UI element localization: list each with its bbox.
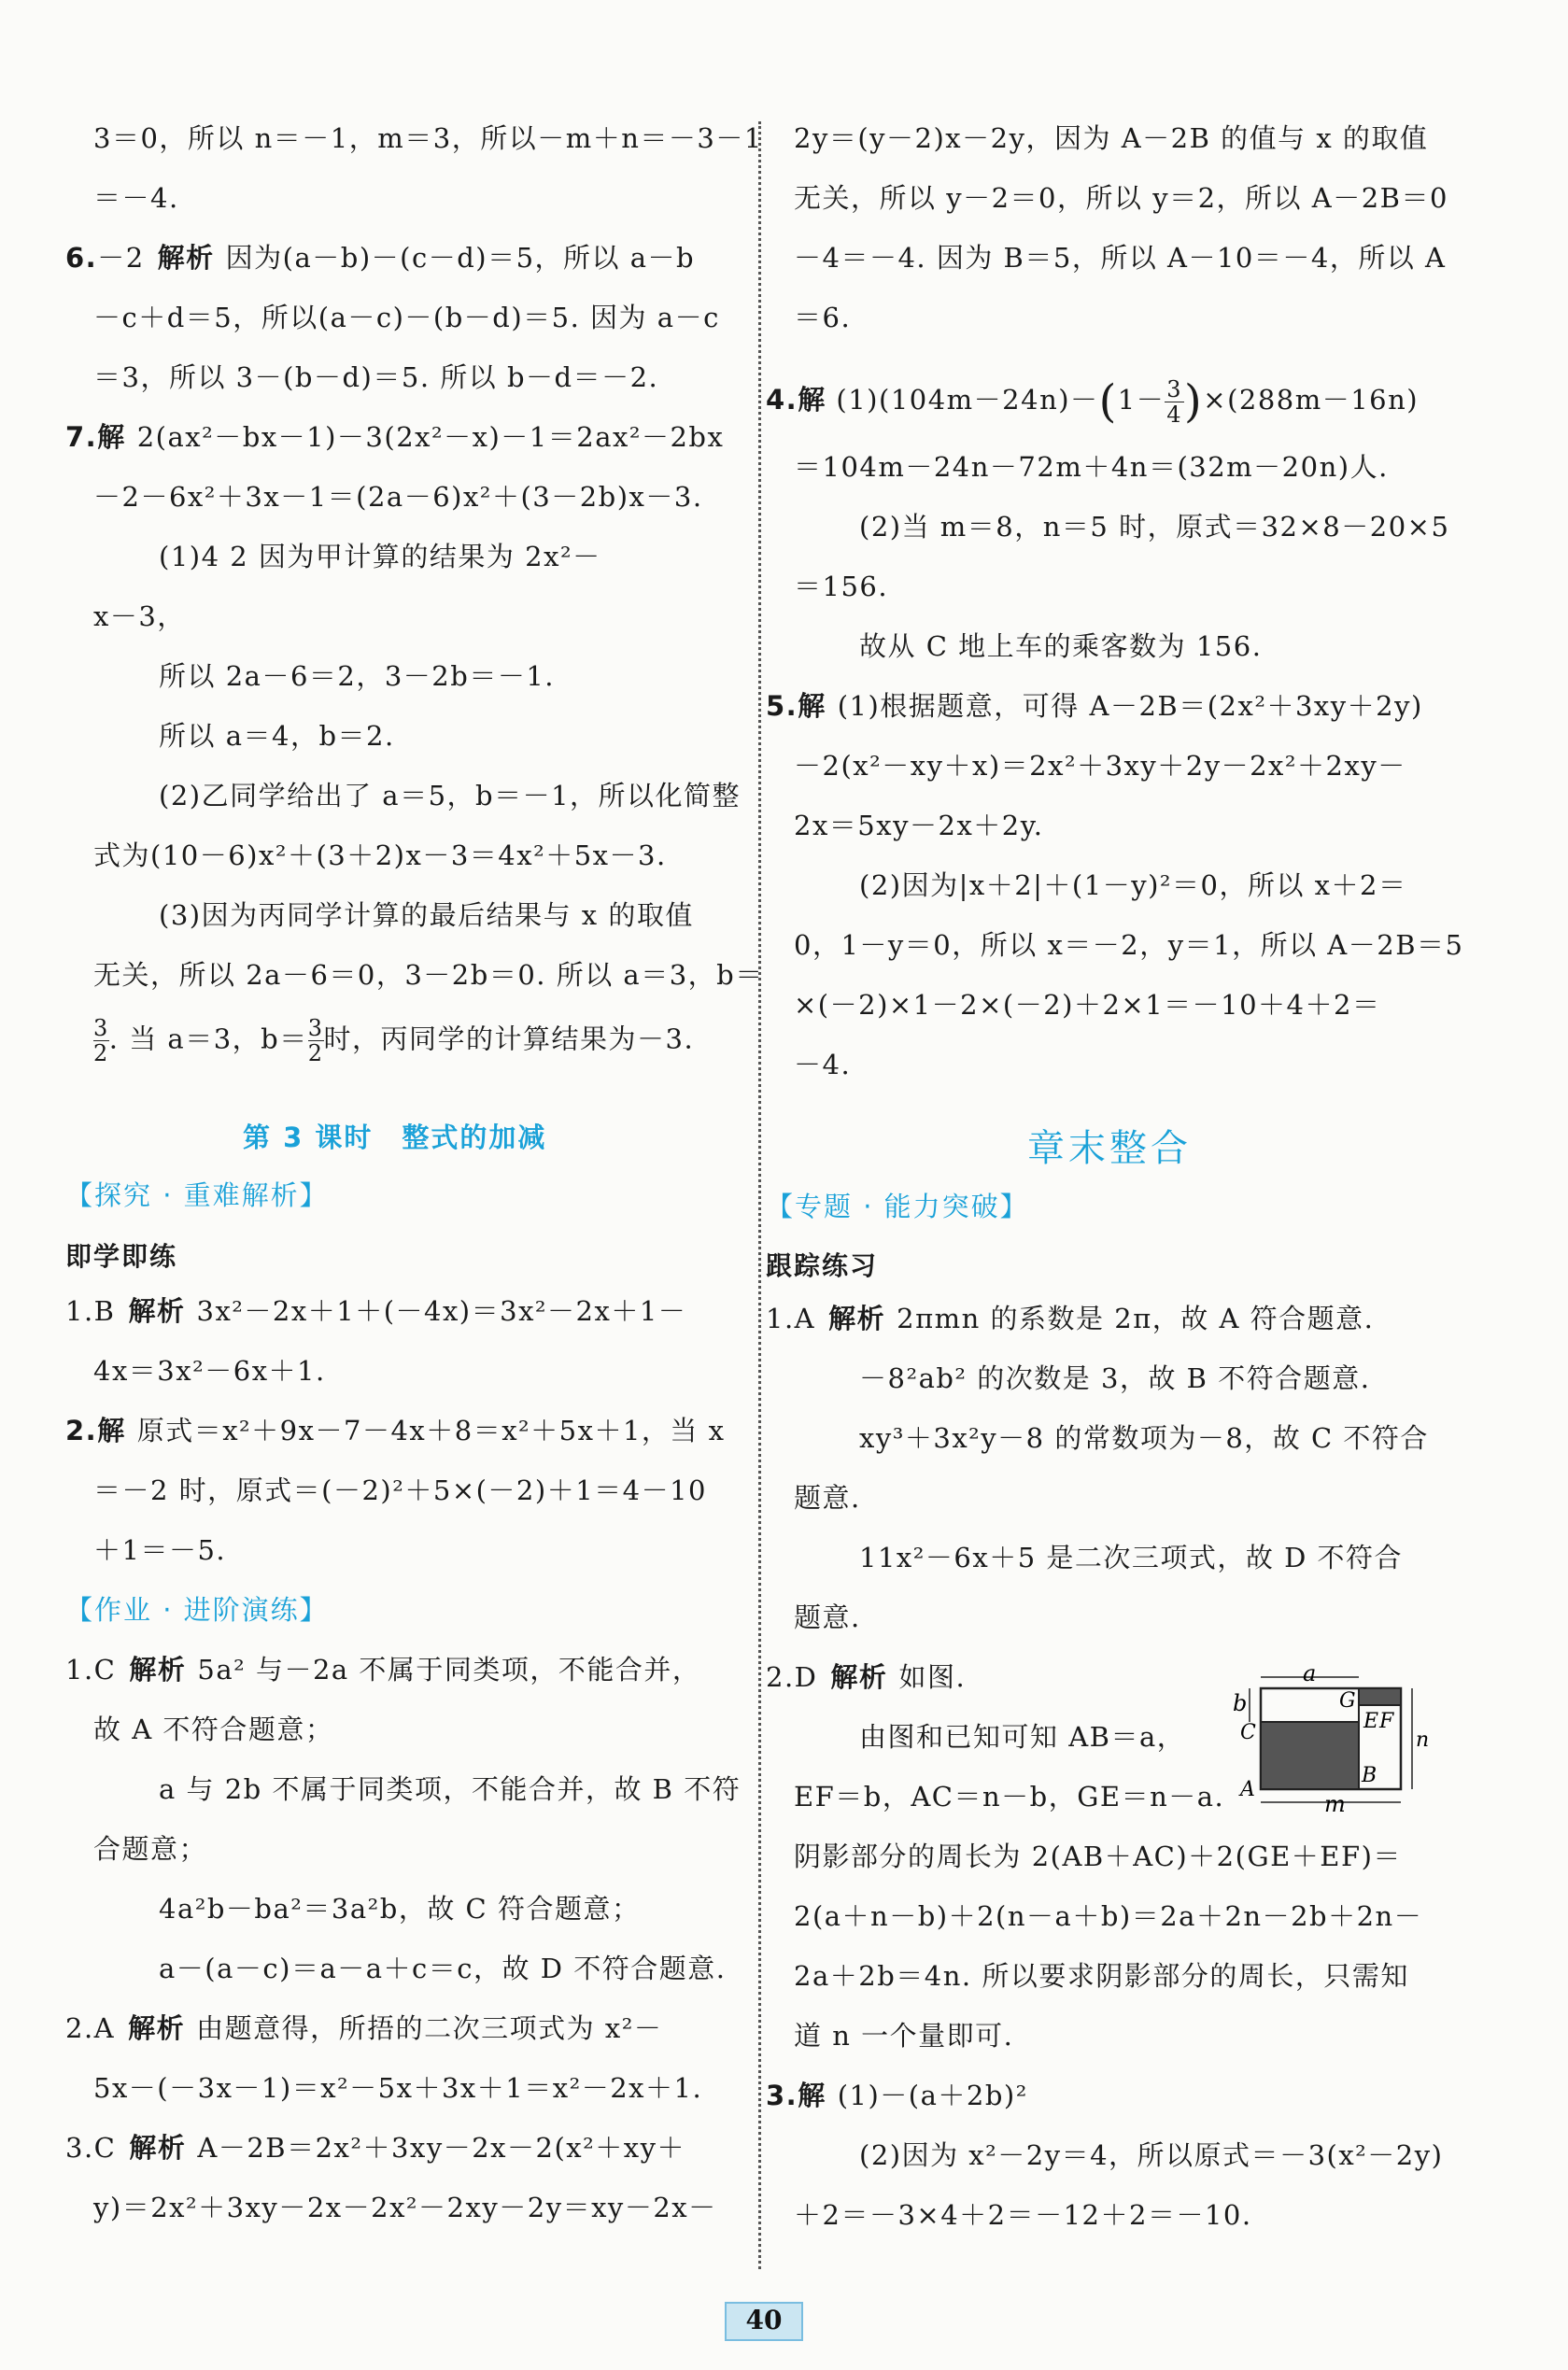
label-A: A (1240, 1778, 1255, 1801)
text-line: (2)因为 x²－2y＝4，所以原式＝－3(x²－2y) (859, 2139, 1444, 2171)
label-C: C (1240, 1721, 1256, 1744)
text-line: x－3， (93, 600, 186, 632)
text-line: ＋2＝－3×4＋2＝－12＋2＝－10. (794, 2199, 1252, 2231)
label-B: B (1362, 1764, 1377, 1787)
label-m: m (1324, 1791, 1346, 1817)
question-6 (65, 239, 695, 276)
text-line: 由图和已知可知 AB＝a， (859, 1721, 1186, 1753)
fraction: $\frac{3}{2}$ (93, 1015, 109, 1066)
text-line: (2)当 m＝8，n＝5 时，原式＝32×8－20×5 (859, 511, 1450, 543)
text-line: －8²ab² 的次数是 3，故 B 不符合题意. (859, 1362, 1371, 1394)
fraction: $\frac{3}{2}$ (307, 1015, 324, 1066)
text-line: y)＝2x²＋3xy－2x－2x²－2xy－2y＝xy－2x－ (93, 2192, 717, 2223)
lesson-title: 第 3 课时 整式的加减 (243, 1122, 547, 1153)
fraction: $\frac{3}{4}$ (1166, 375, 1183, 428)
section-header: 【作业 · 进阶演练】 (65, 1594, 329, 1626)
track-1: 1.A 解析 2πmn 的系数是 2π，故 A 符合题意. (766, 1303, 1375, 1334)
text-line: 合题意； (93, 1833, 208, 1865)
subsection-header: 即学即练 (65, 1241, 178, 1272)
text-line: ＝104m－24n－72m＋4n＝(32m－20n)人. (794, 451, 1389, 483)
page-number: 40 (725, 2302, 803, 2341)
question-number: 7. (65, 421, 98, 453)
text-line: 式为(10－6)x²＋(3＋2)x－3＝4x²＋5x－3. (93, 839, 667, 871)
text-line: －2(x²－xy＋x)＝2x²＋3xy＋2y－2x²＋2xy－ (794, 750, 1406, 782)
text-line: ＝－2 时，原式＝(－2)²＋5×(－2)＋1＝4－10 (93, 1474, 708, 1506)
question-number: 6. (65, 242, 98, 274)
label-G: G (1339, 1689, 1356, 1713)
text-line: 5x－(－3x－1)＝x²－5x＋3x＋1＝x²－2x＋1. (93, 2072, 703, 2104)
text-line: (3)因为丙同学计算的最后结果与 x 的取值 (159, 899, 694, 931)
question-4: 4.解 (1)(104m－24n)－(1－ $\frac{3}{4}$ )×(288m－16n) (766, 375, 1420, 428)
homework-3: 3.C 解析 A－2B＝2x²＋3xy－2x－2(x²＋xy＋ (65, 2132, 685, 2164)
track-3: 3.解 (1)－(a＋2b)² (766, 2080, 1028, 2111)
text-line: 3＝0，所以 n＝－1，m＝3，所以－m＋n＝－3－1 (93, 122, 763, 154)
rectangle-diagram (1233, 1660, 1429, 1819)
text-line: 2a＋2b＝4n. 所以要求阴影部分的周长，只需知 (794, 1960, 1409, 1992)
text-line: －4＝－4. 因为 B＝5，所以 A－10＝－4，所以 A (794, 242, 1447, 274)
text-line: 无关，所以 2a－6＝0，3－2b＝0. 所以 a＝3，b＝ (93, 959, 764, 991)
shaded-rect-small (1359, 1688, 1401, 1705)
section-header: 【探究 · 重难解析】 (65, 1179, 329, 1211)
text-line: 题意. (794, 1482, 861, 1514)
homework-2: 2.A 解析 由题意得，所捂的二次三项式为 x²－ (65, 2012, 663, 2044)
text-line: 故 A 不符合题意； (93, 1714, 334, 1745)
text-line: xy³＋3x²y－8 的常数项为－8，故 C 不符合 (859, 1422, 1429, 1454)
text-line: (1)4 2 因为甲计算的结果为 2x²－ (159, 541, 601, 572)
text-line: 所以 2a－6＝2，3－2b＝－1. (159, 660, 555, 692)
label-F: F (1379, 1710, 1394, 1733)
text-line: 阴影部分的周长为 2(AB＋AC)＋2(GE＋EF)＝ (794, 1841, 1402, 1872)
text-line: 2y＝(y－2)x－2y，因为 A－2B 的值与 x 的取值 (794, 122, 1429, 154)
chapter-title: 章末整合 (1027, 1127, 1192, 1170)
text-line: 无关，所以 y－2＝0，所以 y＝2，所以 A－2B＝0 (794, 182, 1448, 214)
column-divider (758, 121, 761, 2269)
text-line: －c＋d＝5，所以(a－c)－(b－d)＝5. 因为 a－c (93, 302, 720, 333)
text-line: 题意. (794, 1601, 861, 1633)
answer: －2 (97, 242, 145, 274)
text: 2(ax²－bx－1)－3(2x²－x)－1＝2ax²－2bx (136, 421, 725, 453)
shaded-rect-large (1261, 1722, 1359, 1789)
text-line-fraction: $\frac{3}{2}$ . 当 a＝3，b＝ $\frac{3}{2}$ 时，丙同学的计算结果为－3. (93, 1015, 695, 1066)
track-2: 2.D 解析 如图. (766, 1661, 967, 1693)
text-line: 4a²b－ba²＝3a²b，故 C 符合题意； (159, 1893, 641, 1925)
homework-1: 1.C 解析 5a² 与－2a 不属于同类项，不能合并， (65, 1654, 701, 1686)
text-line: ＝156. (794, 571, 889, 602)
text-line: ×(－2)×1－2×(－2)＋2×1＝－10＋4＋2＝ (794, 989, 1381, 1021)
text-line: 2(a＋n－b)＋2(n－a＋b)＝2a＋2n－2b＋2n－ (794, 1900, 1423, 1932)
analysis-label: 解析 (157, 242, 215, 274)
text-line: 11x²－6x＋5 是二次三项式，故 D 不符合 (859, 1542, 1404, 1573)
text-line: ＝6. (794, 302, 852, 333)
text-line: －4. (794, 1049, 852, 1080)
label-a: a (1303, 1660, 1317, 1686)
question-7 (65, 418, 724, 456)
text-line: a 与 2b 不属于同类项，不能合并，故 B 不符 (159, 1773, 742, 1805)
text-line: 所以 a＝4，b＝2. (159, 720, 395, 752)
text: 因为(a－b)－(c－d)＝5，所以 a－b (225, 242, 696, 274)
text-line: 道 n 一个量即可. (794, 2020, 1014, 2052)
text-line: ＋1＝－5. (93, 1534, 227, 1566)
text-line: EF＝b，AC＝n－b，GE＝n－a. (794, 1781, 1225, 1813)
text-line: 4x＝3x²－6x＋1. (93, 1355, 326, 1387)
text-line: 故从 C 地上车的乘客数为 156. (859, 630, 1263, 662)
practice-1: 1.B 解析 3x²－2x＋1＋(－4x)＝3x²－2x＋1－ (65, 1295, 687, 1327)
text-line: (2)乙同学给出了 a＝5，b＝－1，所以化简整 (159, 780, 742, 811)
label-E: E (1363, 1710, 1379, 1733)
label-b: b (1233, 1690, 1248, 1716)
text-line: 0，1－y＝0，所以 x＝－2，y＝1，所以 A－2B＝5 (794, 929, 1464, 961)
text-line: a－(a－c)＝a－a＋c＝c，故 D 不符合题意. (159, 1953, 727, 1984)
text-line: ＝3，所以 3－(b－d)＝5. 所以 b－d＝－2. (93, 361, 659, 393)
text-line: 2x＝5xy－2x＋2y. (794, 810, 1044, 841)
label-n: n (1416, 1728, 1429, 1752)
question-5: 5.解 (1)根据题意，可得 A－2B＝(2x²＋3xy＋2y) (766, 690, 1423, 722)
text-line: (2)因为|x＋2|＋(1－y)²＝0，所以 x＋2＝ (859, 869, 1407, 901)
text-line: ＝－4. (93, 182, 179, 214)
section-header: 【专题 · 能力突破】 (766, 1191, 1029, 1222)
text-line: －2－6x²＋3x－1＝(2a－6)x²＋(3－2b)x－3. (93, 481, 703, 513)
solution-label: 解 (97, 421, 126, 453)
subsection-header: 跟踪练习 (766, 1250, 879, 1281)
practice-2: 2.解 原式＝x²＋9x－7－4x＋8＝x²＋5x＋1，当 x (65, 1415, 726, 1446)
